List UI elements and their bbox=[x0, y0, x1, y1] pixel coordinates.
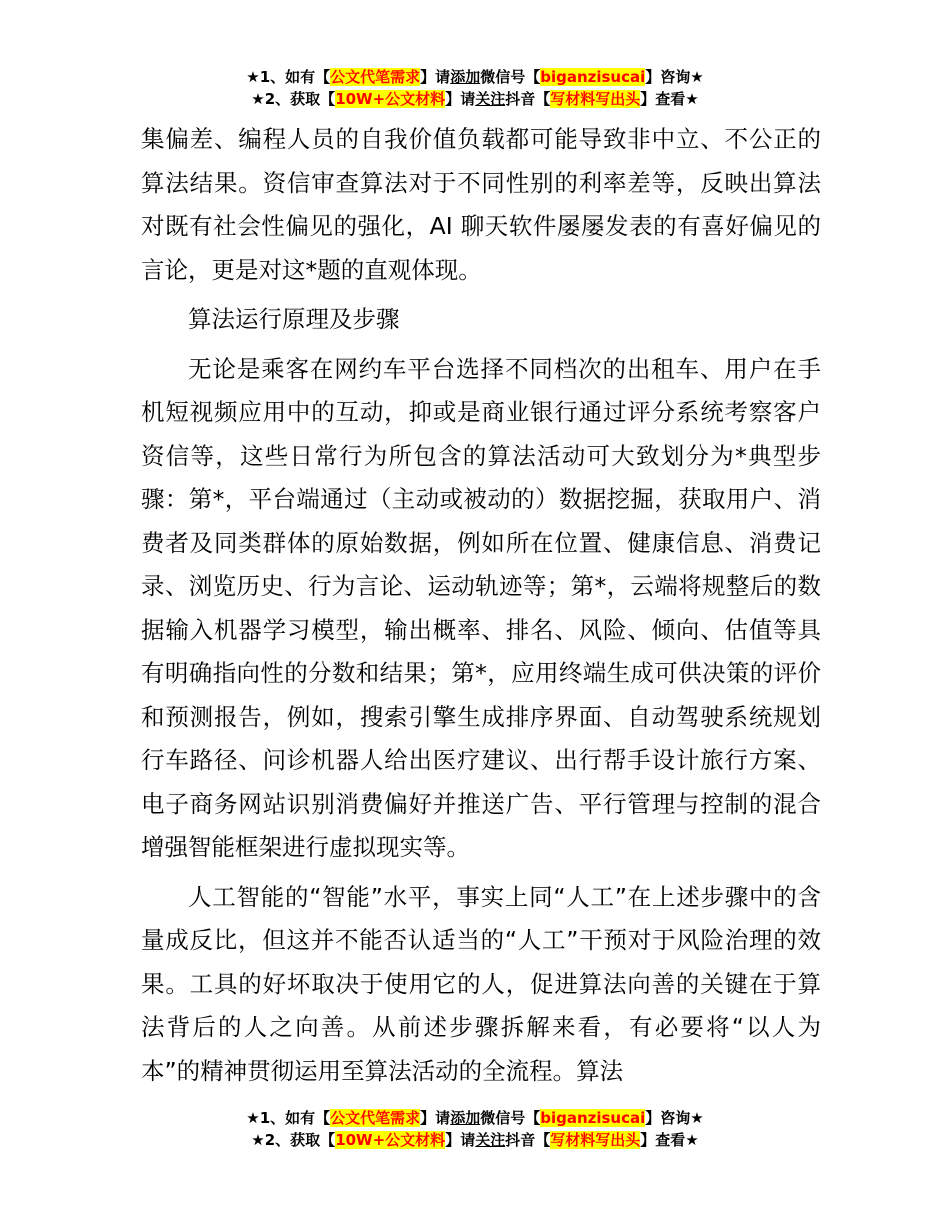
banner-line-2 bbox=[0, 1129, 950, 1151]
banner-highlight: 10W+公文材料 bbox=[335, 90, 446, 108]
banner-text: 】咨询★ bbox=[645, 68, 704, 86]
banner-text: 】请 bbox=[420, 68, 451, 86]
banner-highlight: 写材料写出头 bbox=[550, 1131, 641, 1149]
banner-highlight: 公文代笔需求 bbox=[330, 1109, 421, 1127]
banner-underline: 关注 bbox=[475, 1131, 506, 1149]
banner-text: 】查看★ bbox=[640, 90, 699, 108]
banner-underline: 关注 bbox=[475, 90, 506, 108]
banner-text: 】请 bbox=[445, 1131, 476, 1149]
banner-text: ★1、如有【 bbox=[246, 1109, 331, 1127]
paragraph: 无论是乘客在网约车平台选择不同档次的出租车、用户在手机短视频应用中的互动，抑或是商业银行通过评分系统考察客户资信等，这些日常行为所包含的算法活动可大致划分为*典型步骤：第*，平台端通过（主动或被动的）数据挖掘，获取用户、消费者及同类群体的原始数据，例如所在位置、健康信息、消费记录、浏览历史、行为言论、运动轨迹等；第*，云端将规整后的数据输入机器学习模型，输出概率、排名、风险、倾向、估值等具有明确指向性的分数和结果；第*，应用终端生成可供决策的评价和预测报告，例如，搜索引擎生成排序界面、自动驾驶系统规划行车路径、问诊机器人给出医疗建议、出行帮手设计旅行方案、电子商务网站识别消费偏好并推送广告、平行管理与控制的混合增强智能框架进行虚拟现实等。 bbox=[141, 354, 821, 861]
banner-highlight: biganzisucai bbox=[540, 68, 646, 86]
banner-text: ★2、获取【 bbox=[251, 90, 336, 108]
banner-text: 】查看★ bbox=[640, 1131, 699, 1149]
banner-text: 抖音【 bbox=[505, 1131, 551, 1149]
banner-line-1 bbox=[0, 1107, 950, 1129]
banner-highlight: 公文代笔需求 bbox=[330, 68, 421, 86]
banner-highlight: 10W+公文材料 bbox=[335, 1131, 446, 1149]
paragraph: 集偏差、编程人员的自我价值负载都可能导致非中立、不公正的算法结果。资信审查算法对于不同性别的利率差等，反映出算法对既有社会性偏见的强化，AI 聊天软件屡屡发表的有喜好偏见的言论，更是对这*题的直观体现。 bbox=[141, 125, 821, 284]
banner-text: ★1、如有【 bbox=[246, 68, 331, 86]
banner-highlight: 写材料写出头 bbox=[550, 90, 641, 108]
banner-highlight: biganzisucai bbox=[540, 1109, 646, 1127]
paragraph: 人工智能的“智能”水平，事实上同“人工”在上述步骤中的含量成反比，但这并不能否认适当的“人工”干预对于风险治理的效果。工具的好坏取决于使用它的人，促进算法向善的关键在于算法背后的人之向善。从前述步骤拆解来看，有必要将“以人为本”的精神贯彻运用至算法活动的全流程。算法 bbox=[141, 882, 821, 1085]
footer-banner bbox=[0, 1107, 950, 1151]
banner-line-1 bbox=[0, 66, 950, 88]
banner-text: ★2、获取【 bbox=[251, 1131, 336, 1149]
banner-underline: 添加 bbox=[450, 68, 481, 86]
header-banner bbox=[0, 66, 950, 110]
document-body bbox=[141, 118, 821, 1093]
banner-line-2 bbox=[0, 88, 950, 110]
section-heading: 算法运行原理及步骤 bbox=[188, 305, 400, 333]
banner-text: 微信号【 bbox=[480, 1109, 541, 1127]
banner-text: 】请 bbox=[445, 90, 476, 108]
banner-text: 微信号【 bbox=[480, 68, 541, 86]
banner-text: 】咨询★ bbox=[645, 1109, 704, 1127]
banner-text: 】请 bbox=[420, 1109, 451, 1127]
banner-underline: 添加 bbox=[450, 1109, 481, 1127]
banner-text: 抖音【 bbox=[505, 90, 551, 108]
